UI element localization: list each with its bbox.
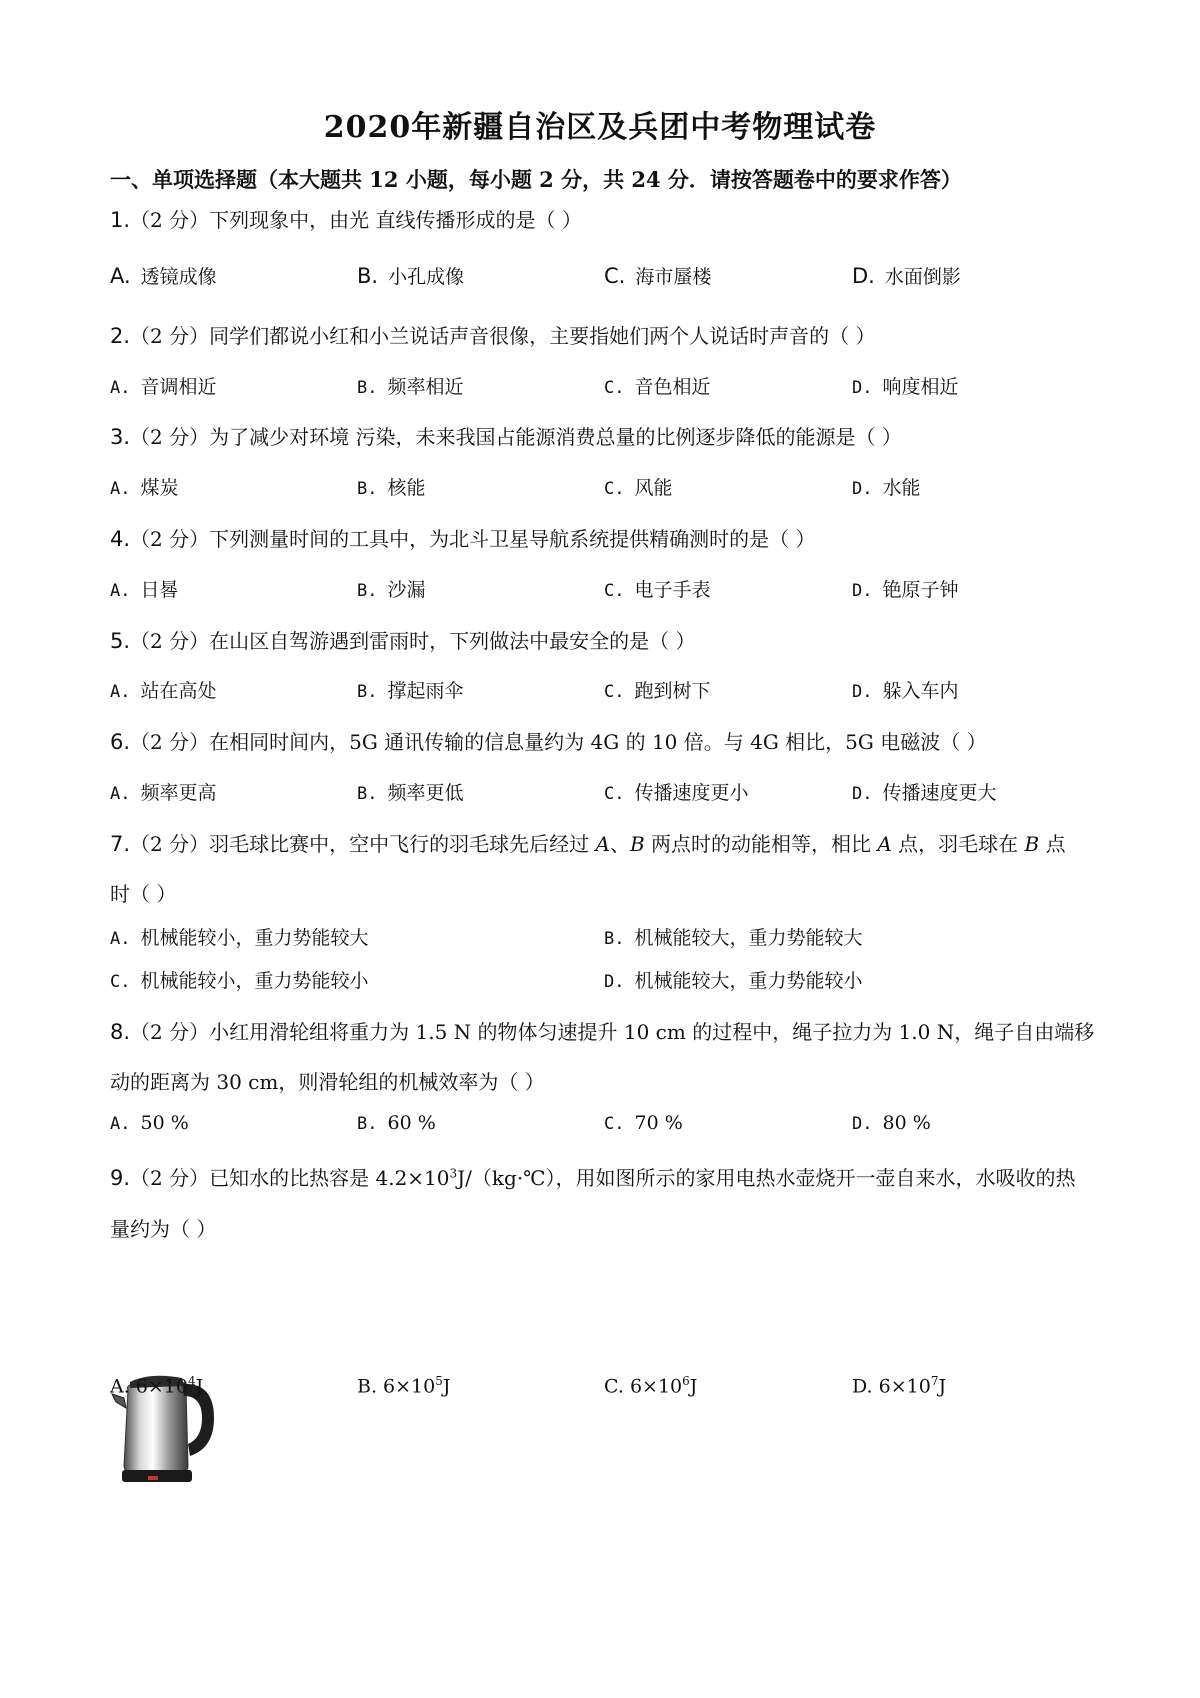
q4-option-a: A. 日晷 <box>110 579 179 601</box>
q5-option-a: A. 站在高处 <box>110 680 217 702</box>
question-9-line-2: 量约为（ ） <box>110 1217 217 1241</box>
q4-option-d: D. 铯原子钟 <box>852 579 959 601</box>
q2-option-b: B. 频率相近 <box>357 376 464 398</box>
q1-option-b: B. 小孔成像 <box>357 264 465 288</box>
q2-option-c: C. 音色相近 <box>604 376 711 398</box>
question-2 <box>110 320 1100 349</box>
q7-option-a: A. 机械能较小，重力势能较大 <box>110 927 369 949</box>
q7-option-b: B. 机械能较大，重力势能较大 <box>604 927 863 949</box>
q3-option-c: C. 风能 <box>604 477 673 499</box>
q5-option-c: C. 跑到树下 <box>604 680 711 702</box>
question-number: 4. <box>110 527 131 551</box>
question-text: （2 分）下列测量时间的工具中，为北斗卫星导航系统提供精确测时的是（ ） <box>130 527 816 551</box>
q1-option-d: D. 水面倒影 <box>852 264 961 288</box>
question-7: 7.（2 分）羽毛球比赛中，空中飞行的羽毛球先后经过 A、B 两点时的动能相等，相比 A 点，羽毛球在 B 点 <box>110 832 1066 856</box>
question-9: 9.（2 分）已知水的比热容是 $4.2\times 10^3J/(kg\cdot℃)$，用如图所示的家用电热水壶烧开一壶自来水，水吸收的热 <box>110 1166 1076 1190</box>
q2-option-a: A. 音调相近 <box>110 376 217 398</box>
question-text: （2 分）在山区自驾游遇到雷雨时，下列做法中最安全的是（ ） <box>130 629 696 653</box>
q8-option-b: B. 60 % <box>357 1112 436 1134</box>
q3-option-a: A. 煤炭 <box>110 477 179 499</box>
question-number: 2. <box>110 324 131 348</box>
q9-option-c: C. $6\times 10^6J$ <box>604 1374 698 1398</box>
question-7-line-2: 时（ ） <box>110 882 177 906</box>
question-1 <box>110 204 1100 233</box>
section-heading: 一、单项选择题（本大题共 12 小题，每小题 2 分，共 24 分．请按答题卷中的要求作答） <box>110 167 962 192</box>
q6-option-c: C. 传播速度更小 <box>604 782 749 804</box>
question-number: 5. <box>110 629 131 653</box>
q4-option-c: C. 电子手表 <box>604 579 711 601</box>
q6-option-b: B. 频率更低 <box>357 782 464 804</box>
question-number: 6. <box>110 730 131 754</box>
question-6 <box>110 726 1100 755</box>
q7-option-d: D. 机械能较大，重力势能较小 <box>604 970 863 992</box>
question-number: 8. <box>110 1020 131 1044</box>
q5-option-d: D. 躲入车内 <box>852 680 959 702</box>
question-number: 7. <box>110 832 131 856</box>
q8-option-a: A. 50 % <box>110 1112 189 1134</box>
question-number: 9. <box>110 1166 131 1190</box>
question-8 <box>110 1016 1100 1045</box>
question-text: （2 分）为了减少对环境 污染，未来我国占能源消费总量的比例逐步降低的能源是（ ） <box>130 425 902 449</box>
question-5 <box>110 625 1100 654</box>
question-3 <box>110 421 1100 450</box>
q6-option-a: A. 频率更高 <box>110 782 217 804</box>
question-number: 3. <box>110 425 131 449</box>
q7-option-c: C. 机械能较小，重力势能较小 <box>110 970 369 992</box>
q3-option-d: D. 水能 <box>852 477 921 499</box>
q2-option-d: D. 响度相近 <box>852 376 959 398</box>
q8-option-c: C. 70 % <box>604 1112 683 1134</box>
question-text: （2 分）下列现象中，由光 直线传播形成的是（ ） <box>130 208 582 232</box>
question-4 <box>110 523 1100 552</box>
question-number: 1. <box>110 208 131 232</box>
q9-option-a: A. $6\times 10^4J$ <box>110 1374 204 1398</box>
q8-option-d: D. 80 % <box>852 1112 931 1134</box>
page-title: 2020年新疆自治区及兵团中考物理试卷 <box>323 110 877 145</box>
q1-option-c: C. 海市蜃楼 <box>604 264 712 288</box>
q9-option-d: D. $6\times 10^7J$ <box>852 1374 947 1398</box>
q3-option-b: B. 核能 <box>357 477 426 499</box>
question-text: （2 分）小红用滑轮组将重力为 1.5 N 的物体匀速提升 10 cm 的过程中，绳子拉力为 1.0 N，绳子自由端移 <box>130 1020 1095 1044</box>
q4-option-b: B. 沙漏 <box>357 579 426 601</box>
question-text: （2 分）在相同时间内，5G 通讯传输的信息量约为 4G 的 10 倍。与 4G 相比，5G 电磁波（ ） <box>130 730 987 754</box>
q9-option-b: B. $6\times 10^5J$ <box>357 1374 451 1398</box>
q6-option-d: D. 传播速度更大 <box>852 782 997 804</box>
question-8-line-2: 动的距离为 30 cm，则滑轮组的机械效率为（ ） <box>110 1070 545 1094</box>
q1-option-a: A. 透镜成像 <box>110 264 217 288</box>
q5-option-b: B. 撑起雨伞 <box>357 680 464 702</box>
question-text: （2 分）同学们都说小红和小兰说话声音很像，主要指她们两个人说话时声音的（ ） <box>130 324 876 348</box>
